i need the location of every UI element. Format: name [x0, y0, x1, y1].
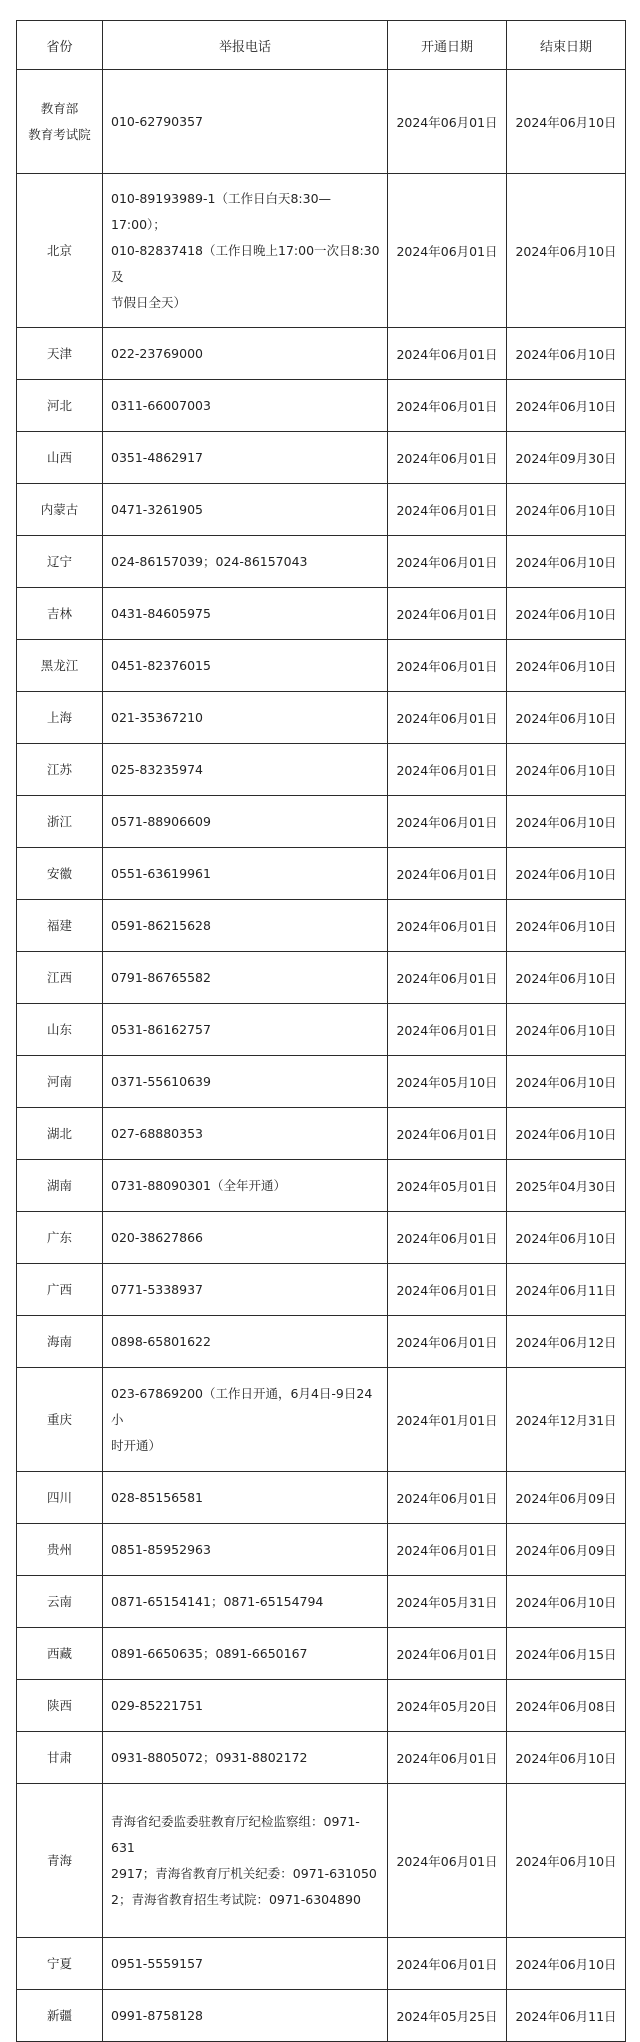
cell-open-date: 2024年06月01日: [388, 848, 507, 900]
cell-close-date: 2025年04月30日: [507, 1160, 626, 1212]
phone-text: 020-38627866: [111, 1229, 203, 1245]
province-text: 山东: [46, 1021, 72, 1037]
cell-phone: [103, 1316, 388, 1368]
cell-phone: [103, 1108, 388, 1160]
table-row: [17, 1160, 626, 1212]
phone-text: 0891-6650635；0891-6650167: [111, 1645, 308, 1661]
province-text: 浙江: [46, 813, 72, 829]
province-text: 宁夏: [46, 1955, 72, 1971]
phone-text: 0551-63619961: [111, 865, 211, 881]
cell-province: [17, 174, 103, 328]
phone-text: 0431-84605975: [111, 605, 211, 621]
header-phone: 举报电话: [103, 21, 388, 70]
phone-text: 2；青海省教育招生考试院：0971-6304890: [111, 1891, 361, 1907]
table-header: [17, 21, 626, 70]
cell-phone: [103, 1938, 388, 1990]
cell-phone: [103, 1732, 388, 1784]
phone-text: 0931-8805072；0931-8802172: [111, 1749, 308, 1765]
province-text: 广西: [46, 1281, 72, 1297]
cell-phone: [103, 1368, 388, 1472]
table-row: [17, 432, 626, 484]
phone-text: 0991-8758128: [111, 2007, 203, 2023]
cell-close-date: 2024年06月09日: [507, 1472, 626, 1524]
cell-province: [17, 484, 103, 536]
province-text: 福建: [46, 917, 72, 933]
province-text: 海南: [46, 1333, 72, 1349]
table-row: [17, 1472, 626, 1524]
table-row: [17, 1264, 626, 1316]
cell-province: [17, 1056, 103, 1108]
cell-close-date: 2024年06月10日: [507, 328, 626, 380]
cell-province: [17, 432, 103, 484]
cell-open-date: 2024年05月25日: [388, 1990, 507, 2042]
table-row: [17, 1004, 626, 1056]
cell-close-date: 2024年06月10日: [507, 692, 626, 744]
cell-close-date: 2024年06月10日: [507, 1108, 626, 1160]
cell-open-date: 2024年06月01日: [388, 1108, 507, 1160]
cell-open-date: 2024年06月01日: [388, 484, 507, 536]
cell-close-date: 2024年06月10日: [507, 174, 626, 328]
cell-open-date: 2024年06月01日: [388, 1784, 507, 1938]
header-open-date: 开通日期: [388, 21, 507, 70]
province-text: 江西: [46, 969, 72, 985]
phone-text: 025-83235974: [111, 761, 203, 777]
cell-close-date: 2024年06月10日: [507, 744, 626, 796]
phone-text: 0531-86162757: [111, 1021, 211, 1037]
phone-text: 022-23769000: [111, 345, 203, 361]
province-text: 吉林: [46, 605, 72, 621]
cell-phone: [103, 70, 388, 174]
phone-text: 027-68880353: [111, 1125, 203, 1141]
cell-open-date: 2024年06月01日: [388, 1628, 507, 1680]
cell-province: [17, 328, 103, 380]
province-text: 云南: [46, 1593, 72, 1609]
cell-phone: [103, 1004, 388, 1056]
province-text: 广东: [46, 1229, 72, 1245]
province-text: 贵州: [46, 1541, 72, 1557]
cell-close-date: 2024年06月10日: [507, 70, 626, 174]
cell-open-date: 2024年06月01日: [388, 588, 507, 640]
table-row: [17, 640, 626, 692]
header-row: [17, 21, 626, 70]
table-row: [17, 1108, 626, 1160]
province-text: 江苏: [46, 761, 72, 777]
cell-phone: [103, 900, 388, 952]
phone-text: 0471-3261905: [111, 501, 203, 517]
cell-open-date: 2024年06月01日: [388, 1732, 507, 1784]
phone-text: 0731-88090301（全年开通）: [111, 1177, 286, 1193]
province-text: 陕西: [46, 1697, 72, 1713]
phone-text: 010-62790357: [111, 113, 203, 129]
phone-text: 0311-66007003: [111, 397, 211, 413]
province-text: 湖北: [46, 1125, 72, 1141]
cell-phone: [103, 744, 388, 796]
cell-close-date: 2024年06月11日: [507, 1264, 626, 1316]
table-row: [17, 1368, 626, 1472]
cell-phone: [103, 1784, 388, 1938]
cell-open-date: 2024年06月01日: [388, 744, 507, 796]
province-text: 重庆: [46, 1411, 72, 1427]
cell-close-date: 2024年06月12日: [507, 1316, 626, 1368]
phone-text: 0771-5338937: [111, 1281, 203, 1297]
table-row: [17, 174, 626, 328]
table-row: [17, 536, 626, 588]
phone-text: 节假日全天）: [111, 294, 187, 310]
cell-close-date: 2024年06月10日: [507, 380, 626, 432]
cell-phone: [103, 692, 388, 744]
cell-province: [17, 1680, 103, 1732]
cell-close-date: 2024年06月15日: [507, 1628, 626, 1680]
cell-phone: [103, 1990, 388, 2042]
cell-close-date: 2024年06月10日: [507, 536, 626, 588]
province-text: 上海: [46, 709, 72, 725]
cell-phone: [103, 1524, 388, 1576]
phone-text: 0951-5559157: [111, 1955, 203, 1971]
table-row: [17, 796, 626, 848]
table-row: [17, 1212, 626, 1264]
phone-text: 青海省纪委监委驻教育厅纪检监察组：0971-631: [111, 1813, 360, 1855]
cell-province: [17, 1004, 103, 1056]
cell-close-date: 2024年06月10日: [507, 796, 626, 848]
table-row: [17, 744, 626, 796]
cell-province: [17, 952, 103, 1004]
cell-province: [17, 1472, 103, 1524]
province-text: 黑龙江: [40, 657, 79, 673]
cell-province: [17, 1628, 103, 1680]
phone-text: 2917；青海省教育厅机关纪委：0971-631050: [111, 1865, 377, 1881]
header-province: 省份: [17, 21, 103, 70]
province-text: 河北: [46, 397, 72, 413]
cell-close-date: 2024年06月10日: [507, 1938, 626, 1990]
cell-province: [17, 1264, 103, 1316]
phone-text: 024-86157039；024-86157043: [111, 553, 308, 569]
province-text: 山西: [46, 449, 72, 465]
cell-close-date: 2024年06月10日: [507, 900, 626, 952]
cell-close-date: 2024年06月10日: [507, 1784, 626, 1938]
phone-text: 023-67869200（工作日开通，6月4日-9日24小: [111, 1385, 373, 1427]
cell-open-date: 2024年05月31日: [388, 1576, 507, 1628]
cell-close-date: 2024年06月10日: [507, 484, 626, 536]
cell-phone: [103, 848, 388, 900]
cell-province: [17, 1784, 103, 1938]
cell-phone: [103, 1212, 388, 1264]
table-row: [17, 1576, 626, 1628]
table-row: [17, 1990, 626, 2042]
cell-open-date: 2024年06月01日: [388, 900, 507, 952]
province-text: 教育考试院: [28, 126, 91, 142]
cell-province: [17, 692, 103, 744]
cell-province: [17, 1108, 103, 1160]
cell-province: [17, 1732, 103, 1784]
cell-open-date: 2024年06月01日: [388, 174, 507, 328]
province-text: 新疆: [46, 2007, 72, 2023]
province-text: 甘肃: [46, 1749, 72, 1765]
cell-open-date: 2024年05月10日: [388, 1056, 507, 1108]
cell-phone: [103, 1576, 388, 1628]
cell-open-date: 2024年06月01日: [388, 1938, 507, 1990]
table-row: [17, 70, 626, 174]
cell-phone: [103, 640, 388, 692]
phone-text: 0351-4862917: [111, 449, 203, 465]
cell-province: [17, 1160, 103, 1212]
cell-open-date: 2024年06月01日: [388, 70, 507, 174]
table-row: [17, 380, 626, 432]
cell-close-date: 2024年06月10日: [507, 640, 626, 692]
cell-province: [17, 380, 103, 432]
cell-phone: [103, 588, 388, 640]
province-text: 北京: [46, 242, 72, 258]
cell-close-date: 2024年06月10日: [507, 1576, 626, 1628]
cell-phone: [103, 1264, 388, 1316]
table-row: [17, 1524, 626, 1576]
cell-province: [17, 744, 103, 796]
cell-province: [17, 900, 103, 952]
table-row: [17, 952, 626, 1004]
cell-open-date: 2024年06月01日: [388, 1472, 507, 1524]
cell-province: [17, 1576, 103, 1628]
table-row: [17, 328, 626, 380]
cell-open-date: 2024年06月01日: [388, 640, 507, 692]
table-row: [17, 692, 626, 744]
cell-phone: [103, 380, 388, 432]
cell-open-date: 2024年06月01日: [388, 432, 507, 484]
cell-phone: [103, 536, 388, 588]
table-row: [17, 588, 626, 640]
cell-phone: [103, 484, 388, 536]
table-row: [17, 484, 626, 536]
table-row: [17, 1316, 626, 1368]
phone-text: 0871-65154141；0871-65154794: [111, 1593, 324, 1609]
phone-text: 0571-88906609: [111, 813, 211, 829]
cell-open-date: 2024年06月01日: [388, 952, 507, 1004]
cell-province: [17, 848, 103, 900]
province-text: 湖南: [46, 1177, 72, 1193]
cell-phone: [103, 432, 388, 484]
table-row: [17, 1784, 626, 1938]
cell-phone: [103, 174, 388, 328]
cell-province: [17, 588, 103, 640]
province-text: 天津: [46, 345, 72, 361]
phone-text: 029-85221751: [111, 1697, 203, 1713]
cell-phone: [103, 1472, 388, 1524]
table-row: [17, 1056, 626, 1108]
cell-province: [17, 1368, 103, 1472]
cell-phone: [103, 1160, 388, 1212]
cell-open-date: 2024年06月01日: [388, 692, 507, 744]
cell-close-date: 2024年06月10日: [507, 1732, 626, 1784]
cell-province: [17, 1938, 103, 1990]
table-row: [17, 1732, 626, 1784]
cell-close-date: 2024年09月30日: [507, 432, 626, 484]
cell-close-date: 2024年06月08日: [507, 1680, 626, 1732]
province-text: 内蒙古: [40, 501, 79, 517]
province-text: 西藏: [46, 1645, 72, 1661]
phone-text: 010-89193989-1（工作日白天8:30—17:00）；: [111, 190, 332, 232]
phone-text: 时开通）: [111, 1437, 162, 1453]
cell-province: [17, 1212, 103, 1264]
province-text: 安徽: [46, 865, 72, 881]
cell-close-date: 2024年06月10日: [507, 588, 626, 640]
cell-province: [17, 640, 103, 692]
phone-text: 010-82837418（工作日晚上17:00一次日8:30及: [111, 242, 380, 284]
cell-open-date: 2024年06月01日: [388, 380, 507, 432]
phone-text: 0898-65801622: [111, 1333, 211, 1349]
phone-text: 0371-55610639: [111, 1073, 211, 1089]
phone-text: 0791-86765582: [111, 969, 211, 985]
phone-text: 0591-86215628: [111, 917, 211, 933]
table-row: [17, 900, 626, 952]
phone-text: 0851-85952963: [111, 1541, 211, 1557]
cell-phone: [103, 952, 388, 1004]
cell-province: [17, 1990, 103, 2042]
cell-phone: [103, 328, 388, 380]
phone-text: 0451-82376015: [111, 657, 211, 673]
cell-province: [17, 796, 103, 848]
cell-open-date: 2024年05月20日: [388, 1680, 507, 1732]
province-text: 教育部: [40, 100, 79, 116]
cell-close-date: 2024年06月09日: [507, 1524, 626, 1576]
table-body: [17, 70, 626, 2042]
cell-close-date: 2024年06月10日: [507, 952, 626, 1004]
cell-open-date: 2024年06月01日: [388, 796, 507, 848]
cell-close-date: 2024年06月10日: [507, 1056, 626, 1108]
header-close-date: 结束日期: [507, 21, 626, 70]
cell-close-date: 2024年06月10日: [507, 1212, 626, 1264]
cell-open-date: 2024年06月01日: [388, 1212, 507, 1264]
cell-open-date: 2024年06月01日: [388, 328, 507, 380]
cell-phone: [103, 1680, 388, 1732]
province-text: 辽宁: [46, 553, 72, 569]
report-hotline-sheet: [16, 20, 625, 2042]
cell-phone: [103, 796, 388, 848]
cell-open-date: 2024年01月01日: [388, 1368, 507, 1472]
cell-open-date: 2024年06月01日: [388, 536, 507, 588]
cell-province: [17, 536, 103, 588]
cell-open-date: 2024年06月01日: [388, 1264, 507, 1316]
table-row: [17, 848, 626, 900]
report-hotline-table: [16, 20, 626, 2042]
phone-text: 028-85156581: [111, 1489, 203, 1505]
phone-text: 021-35367210: [111, 709, 203, 725]
cell-open-date: 2024年05月01日: [388, 1160, 507, 1212]
cell-close-date: 2024年06月10日: [507, 848, 626, 900]
cell-province: [17, 1524, 103, 1576]
cell-open-date: 2024年06月01日: [388, 1524, 507, 1576]
table-row: [17, 1628, 626, 1680]
table-row: [17, 1938, 626, 1990]
province-text: 河南: [46, 1073, 72, 1089]
cell-open-date: 2024年06月01日: [388, 1316, 507, 1368]
cell-close-date: 2024年06月10日: [507, 1004, 626, 1056]
cell-province: [17, 70, 103, 174]
cell-close-date: 2024年06月11日: [507, 1990, 626, 2042]
cell-phone: [103, 1628, 388, 1680]
cell-province: [17, 1316, 103, 1368]
cell-close-date: 2024年12月31日: [507, 1368, 626, 1472]
cell-open-date: 2024年06月01日: [388, 1004, 507, 1056]
cell-phone: [103, 1056, 388, 1108]
province-text: 青海: [46, 1852, 72, 1868]
table-row: [17, 1680, 626, 1732]
province-text: 四川: [46, 1489, 72, 1505]
